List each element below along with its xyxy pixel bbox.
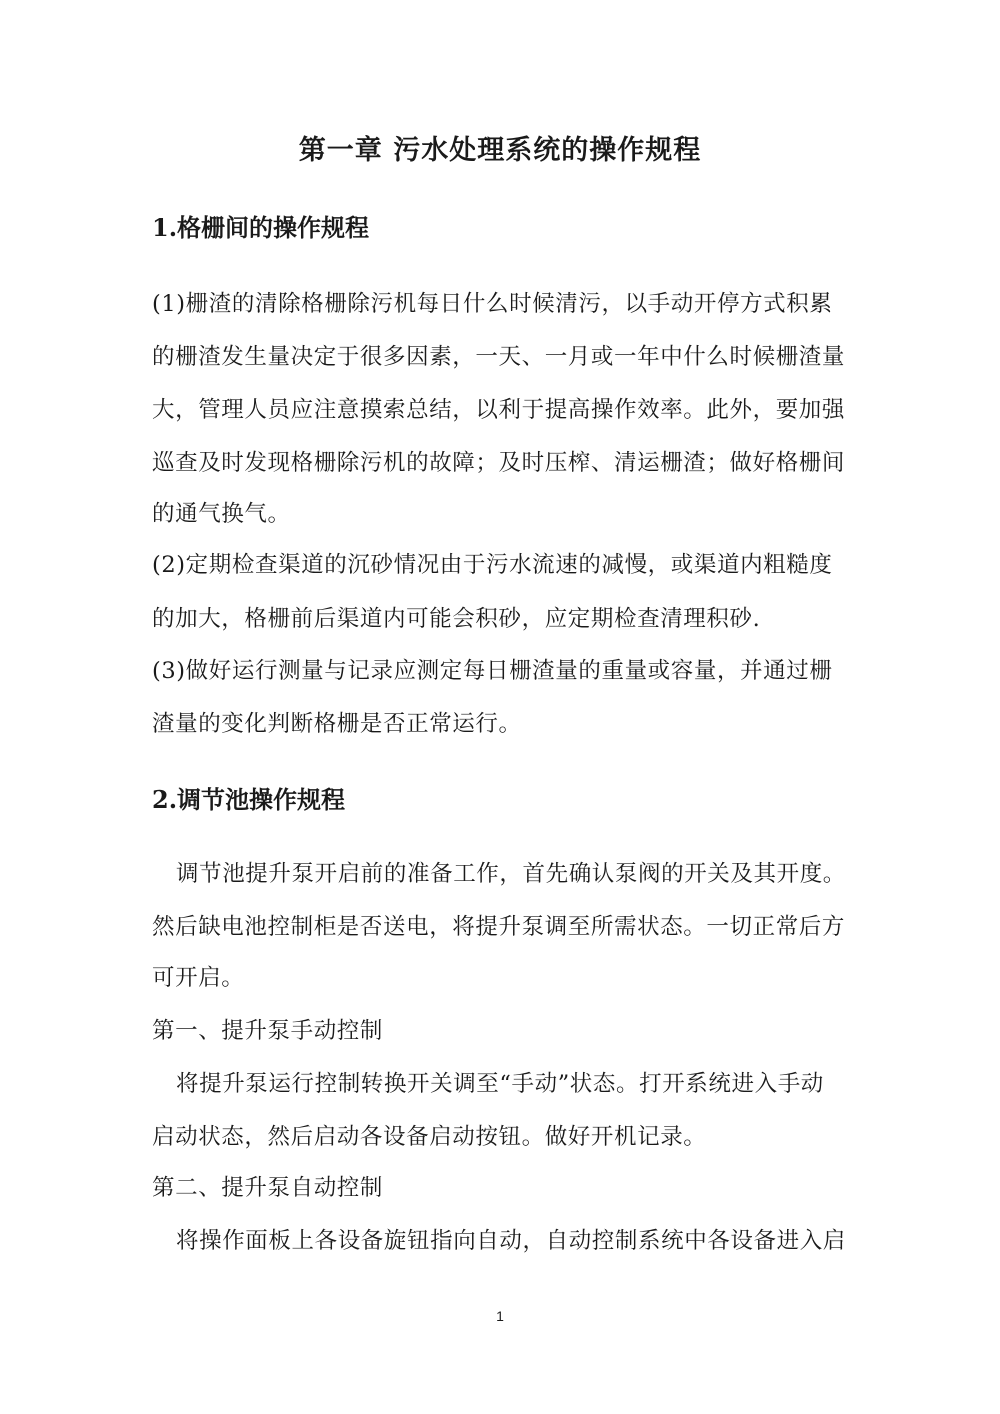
chapter-title: 第一章 污水处理系统的操作规程 <box>298 135 702 166</box>
subsection-label: 第二、提升泵自动控制 <box>152 1175 384 1201</box>
paragraph-line: 将提升泵运行控制转换开关调至“手动”状态。打开系统进入手动 <box>176 1071 824 1097</box>
paragraph-line: 大，管理人员应注意摸索总结，以利于提高操作效率。此外，要加强 <box>152 397 846 423</box>
section-heading-1: 1.格栅间的操作规程 <box>152 213 370 242</box>
paragraph-line: 可开启。 <box>152 965 245 991</box>
paragraph-line: (1)栅渣的清除格栅除污机每日什么时候清污，以手动开停方式积累 <box>152 291 833 317</box>
subsection-label: 第一、提升泵手动控制 <box>152 1018 384 1044</box>
paragraph-line: 启动状态，然后启动各设备启动按钮。做好开机记录。 <box>152 1124 707 1150</box>
paragraph-line: (2)定期检查渠道的沉砂情况由于污水流速的减慢，或渠道内粗糙度 <box>152 552 833 578</box>
paragraph-line: 然后缺电池控制柜是否送电，将提升泵调至所需状态。一切正常后方 <box>152 914 846 940</box>
paragraph-line: 的通气换气。 <box>152 501 291 527</box>
paragraph-line: 的加大，格栅前后渠道内可能会积砂，应定期检查清理积砂. <box>152 606 761 632</box>
paragraph-line: (3)做好运行测量与记录应测定每日栅渣量的重量或容量，并通过栅 <box>152 658 833 684</box>
paragraph-line: 的栅渣发生量决定于很多因素，一天、一月或一年中什么时候栅渣量 <box>152 344 846 370</box>
section-heading-2: 2.调节池操作规程 <box>152 785 346 814</box>
paragraph-line: 渣量的变化判断格栅是否正常运行。 <box>152 711 522 737</box>
page-number: 1 <box>496 1308 504 1324</box>
paragraph-line: 将操作面板上各设备旋钮指向自动，自动控制系统中各设备进入启 <box>176 1228 846 1254</box>
paragraph-line: 调节池提升泵开启前的准备工作，首先确认泵阀的开关及其开度。 <box>176 861 846 887</box>
paragraph-line: 巡查及时发现格栅除污机的故障；及时压榨、清运栅渣；做好格栅间 <box>152 450 846 476</box>
